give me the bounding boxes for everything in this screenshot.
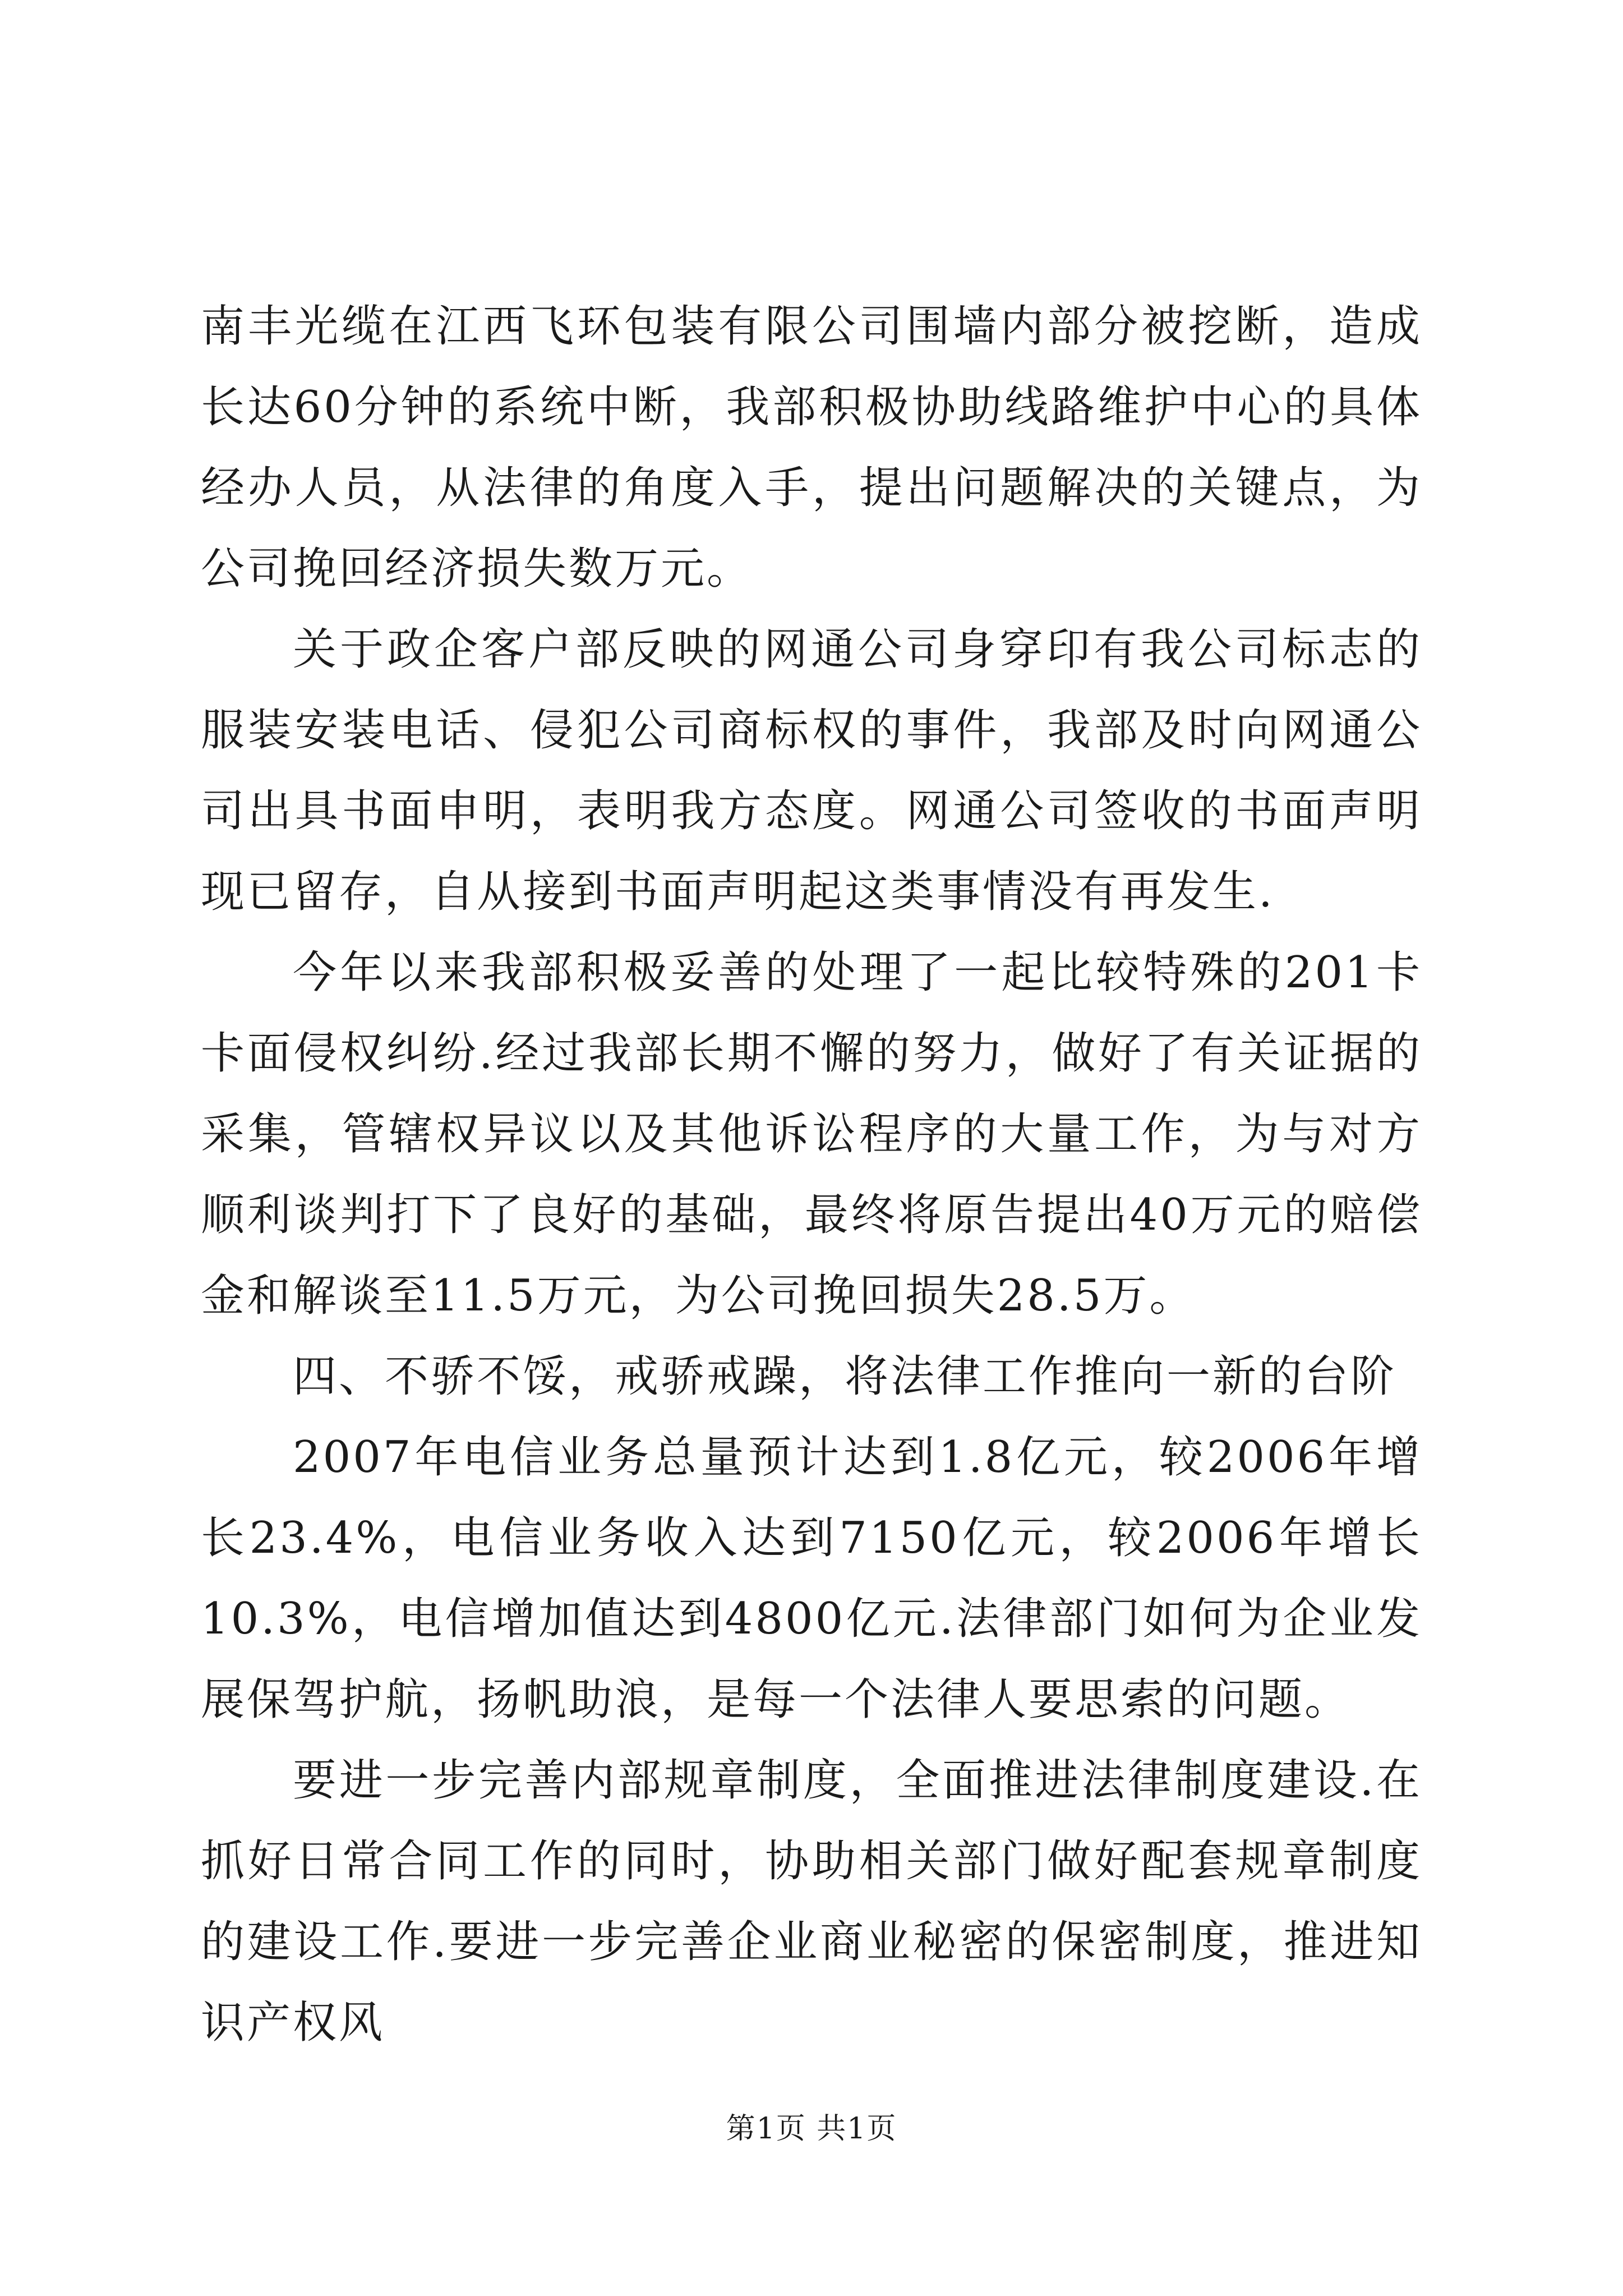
paragraph-3: 今年以来我部积极妥善的处理了一起比较特殊的201卡卡面侵权纠纷.经过我部长期不懈的努力，做好了有关证据的采集，管辖权异议以及其他诉讼程序的大量工作，为与对方顺利谈判打下了良好的基础，最终将原告提出40万元的赔偿金和解谈至11.5万元，为公司挽回损失28.5万。: [201, 947, 1422, 1321]
paragraph-5: 2007年电信业务总量预计达到1.8亿元，较2006年增长23.4%，电信业务收入达到7150亿元，较2006年增长10.3%，电信增加值达到4800亿元.法律部门如何为企业发展保驾护航，扬帆助浪，是每一个法律人要思索的问题。: [201, 1432, 1422, 1725]
paragraph-6: 要进一步完善内部规章制度，全面推进法律制度建设.在抓好日常合同工作的同时，协助相关部门做好配套规章制度的建设工作.要进一步完善企业商业秘密的保密制度，推进知识产权风: [201, 1755, 1422, 2048]
document-body: [201, 286, 1422, 2063]
section-heading: 四、不骄不馁，戒骄戒躁，将法律工作推向一新的台阶: [293, 1351, 1397, 1402]
paragraph-2: 关于政企客户部反映的网通公司身穿印有我公司标志的服装安装电话、侵犯公司商标权的事件，我部及时向网通公司出具书面申明，表明我方态度。网通公司签收的书面声明现已留存，自从接到书面声明起这类事情没有再发生.: [201, 624, 1422, 917]
page-footer: 第1页 共1页: [726, 2112, 897, 2146]
paragraph-1: 南丰光缆在江西飞环包装有限公司围墙内部分被挖断，造成长达60分钟的系统中断，我部积极协助线路维护中心的具体经办人员，从法律的角度入手，提出问题解决的关键点，为公司挽回经济损失数万元。: [201, 301, 1422, 594]
